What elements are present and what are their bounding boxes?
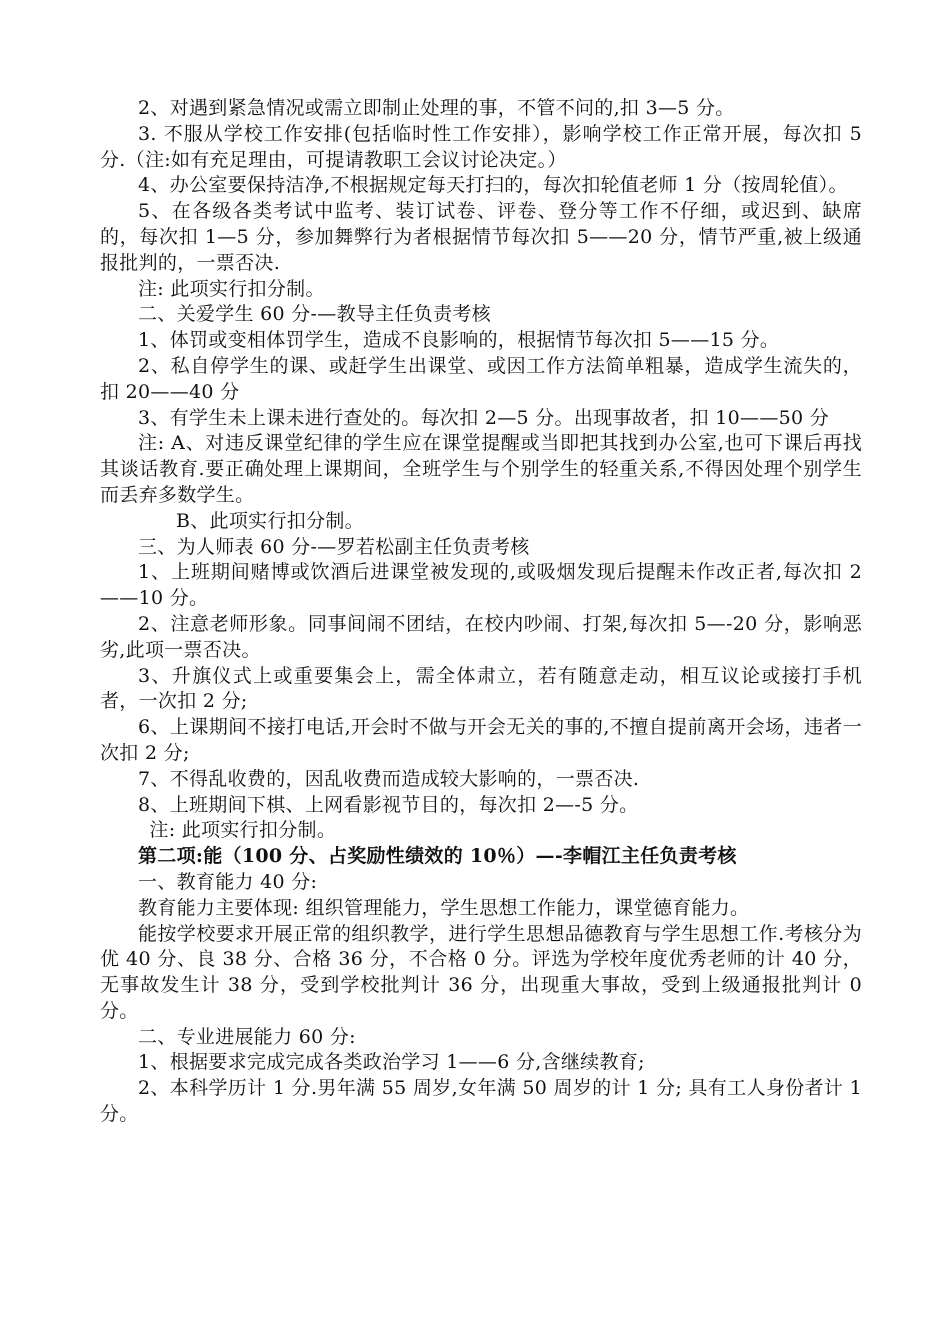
care-rule-2: 2、私自停学生的课、或赶学生出课堂、或因工作方法简单粗暴，造成学生流失的，扣 20——40 分 <box>100 354 862 403</box>
section-care-students: 二、关爱学生 60 分-—教导主任负责考核 <box>138 303 491 326</box>
care-rule-1: 1、体罚或变相体罚学生，造成不良影响的，根据情节每次扣 5——15 分。 <box>138 329 780 352</box>
conduct-rule-3: 3、升旗仪式上或重要集会上，需全体肃立，若有随意走动，相互议论或接打手机者，一次扣 2 分; <box>100 664 862 713</box>
rule-3-work-arrangement: 3. 不服从学校工作安排(包括临时性工作安排），影响学校工作正常开展，每次扣 5 分.（注:如有充足理由，可提请教职工会议讨论决定。） <box>100 122 862 171</box>
document-page <box>100 96 862 1128</box>
conduct-rule-2: 2、注意老师形象。同事间闹不团结，在校内吵闹、打架,每次扣 5—-20 分，影响恶劣,此项一票否决。 <box>100 612 862 661</box>
rule-5-exam-work: 5、在各级各类考试中监考、装订试卷、评卷、登分等工作不仔细，或迟到、缺席的，每次扣 1—5 分，参加舞弊行为者根据情节每次扣 5——20 分，情节严重,被上级通报批判的，一票否决. <box>100 200 862 274</box>
development-rule-1: 1、根据要求完成完成各类政治学习 1——6 分,含继续教育; <box>138 1051 645 1074</box>
rule-4-office-cleaning: 4、办公室要保持洁净,不根据规定每天打扫的，每次扣轮值老师 1 分（按周轮值）。 <box>138 174 848 197</box>
education-ability-criteria: 能按学校要求开展正常的组织教学，进行学生思想品德教育与学生思想工作.考核分为优 40 分、良 38 分、合格 36 分，不合格 0 分。评选为学校年度优秀老师的计 40 分，无事故发生计 38 分，受到学校批判计 36 分，出现重大事故，受到上级通报批判计 0 分。 <box>100 922 862 1022</box>
rule-2-emergency: 2、对遇到紧急情况或需立即制止处理的事，不管不问的,扣 3—5 分。 <box>138 97 735 119</box>
conduct-rule-1: 1、上班期间赌博或饮酒后进课堂被发现的,或吸烟发现后提醒未作改正者,每次扣 2——10 分。 <box>100 561 862 610</box>
development-rule-2: 2、本科学历计 1 分.男年满 55 周岁,女年满 50 周岁的计 1 分; 具有工人身份者计 1 分。 <box>100 1077 862 1126</box>
note-deduction: 注: 此项实行扣分制。 <box>138 277 325 300</box>
education-ability-desc: 教育能力主要体现: 组织管理能力，学生思想工作能力，课堂德育能力。 <box>138 896 750 919</box>
conduct-rule-8: 8、上班期间下棋、上网看影视节目的，每次扣 2—-5 分。 <box>138 793 639 816</box>
section-education-ability: 一、教育能力 40 分: <box>138 870 318 893</box>
item-two-heading: 第二项:能（100 分、占奖励性绩效的 10％）—-李帽江主任负责考核 <box>138 845 737 868</box>
conduct-rule-6: 6、上课期间不接打电话,开会时不做与开会无关的事的,不擅自提前离开会场，违者一次扣 2 分; <box>100 716 862 764</box>
section-professional-development: 二、专业进展能力 60 分: <box>138 1025 356 1048</box>
conduct-note: 注: 此项实行扣分制。 <box>149 819 337 842</box>
care-rule-3: 3、有学生未上课未进行查处的。每次扣 2—5 分。出现事故者，扣 10——50 分 <box>138 406 830 429</box>
care-note-a: 注: A、对违反课堂纪律的学生应在课堂提醒或当即把其找到办公室,也可下课后再找其谈话教育.要正确处理上课期间，全班学生与个别学生的轻重关系,不得因处理个别学生而丢弃多数学生。 <box>100 432 862 506</box>
section-teacher-conduct: 三、为人师表 60 分-—罗若松副主任负责考核 <box>138 535 530 558</box>
care-note-b: B、此项实行扣分制。 <box>176 509 364 532</box>
conduct-rule-7: 7、不得乱收费的，因乱收费而造成较大影响的，一票否决. <box>138 767 640 790</box>
